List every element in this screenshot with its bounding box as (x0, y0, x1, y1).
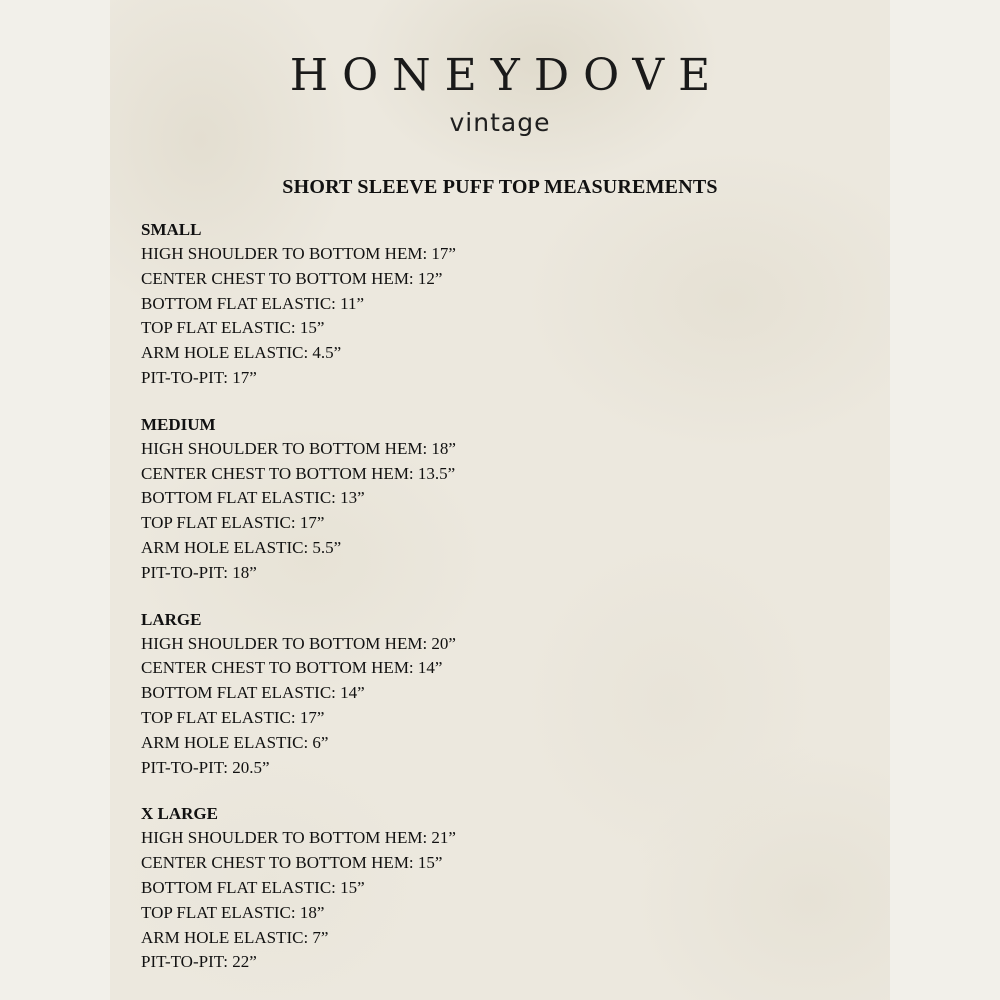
size-block-large (141, 608, 456, 781)
measurement-row: BOTTOM FLAT ELASTIC: 14” (141, 683, 365, 703)
size-heading: SMALL (141, 220, 202, 239)
measurement-row: TOP FLAT ELASTIC: 18” (141, 902, 325, 922)
measurement-row: HIGH SHOULDER TO BOTTOM HEM: 17” (141, 244, 456, 263)
size-block-x-large (141, 802, 456, 975)
page-title: SHORT SLEEVE PUFF TOP MEASUREMENTS (282, 176, 718, 198)
brand-name: HONEYDOVE (289, 50, 725, 101)
size-block-small (141, 218, 456, 391)
measurement-row: ARM HOLE ELASTIC: 5.5” (141, 537, 342, 557)
measurement-row: BOTTOM FLAT ELASTIC: 15” (141, 877, 365, 897)
measurement-row: BOTTOM FLAT ELASTIC: 11” (141, 293, 365, 313)
measurement-row: PIT-TO-PIT: 20.5” (141, 757, 270, 777)
measurement-row: HIGH SHOULDER TO BOTTOM HEM: 20” (141, 633, 456, 653)
measurement-row: BOTTOM FLAT ELASTIC: 13” (141, 488, 365, 508)
measurement-row: HIGH SHOULDER TO BOTTOM HEM: 21” (141, 828, 456, 848)
size-list (141, 218, 456, 997)
measurement-row: TOP FLAT ELASTIC: 17” (141, 513, 325, 533)
brand-subtitle: vintage (449, 108, 551, 137)
measurement-row: PIT-TO-PIT: 17” (141, 367, 257, 387)
size-block-medium (141, 413, 456, 586)
measurement-row: ARM HOLE ELASTIC: 4.5” (141, 343, 342, 363)
measurement-row: PIT-TO-PIT: 18” (141, 562, 257, 582)
measurement-row: ARM HOLE ELASTIC: 7” (141, 927, 329, 947)
measurement-row: TOP FLAT ELASTIC: 17” (141, 707, 325, 727)
measurement-row: CENTER CHEST TO BOTTOM HEM: 15” (141, 853, 443, 873)
measurement-row: CENTER CHEST TO BOTTOM HEM: 14” (141, 658, 443, 678)
size-heading: MEDIUM (141, 414, 216, 434)
measurement-row: HIGH SHOULDER TO BOTTOM HEM: 18” (141, 438, 456, 458)
measurement-row: CENTER CHEST TO BOTTOM HEM: 12” (141, 268, 443, 288)
measurement-row: CENTER CHEST TO BOTTOM HEM: 13.5” (141, 463, 456, 483)
size-heading: X LARGE (141, 804, 218, 824)
measurement-row: PIT-TO-PIT: 22” (141, 952, 257, 972)
brand-logo (0, 50, 1000, 137)
measurement-row: TOP FLAT ELASTIC: 15” (141, 318, 325, 338)
size-heading: LARGE (141, 609, 202, 629)
measurement-row: ARM HOLE ELASTIC: 6” (141, 732, 329, 752)
